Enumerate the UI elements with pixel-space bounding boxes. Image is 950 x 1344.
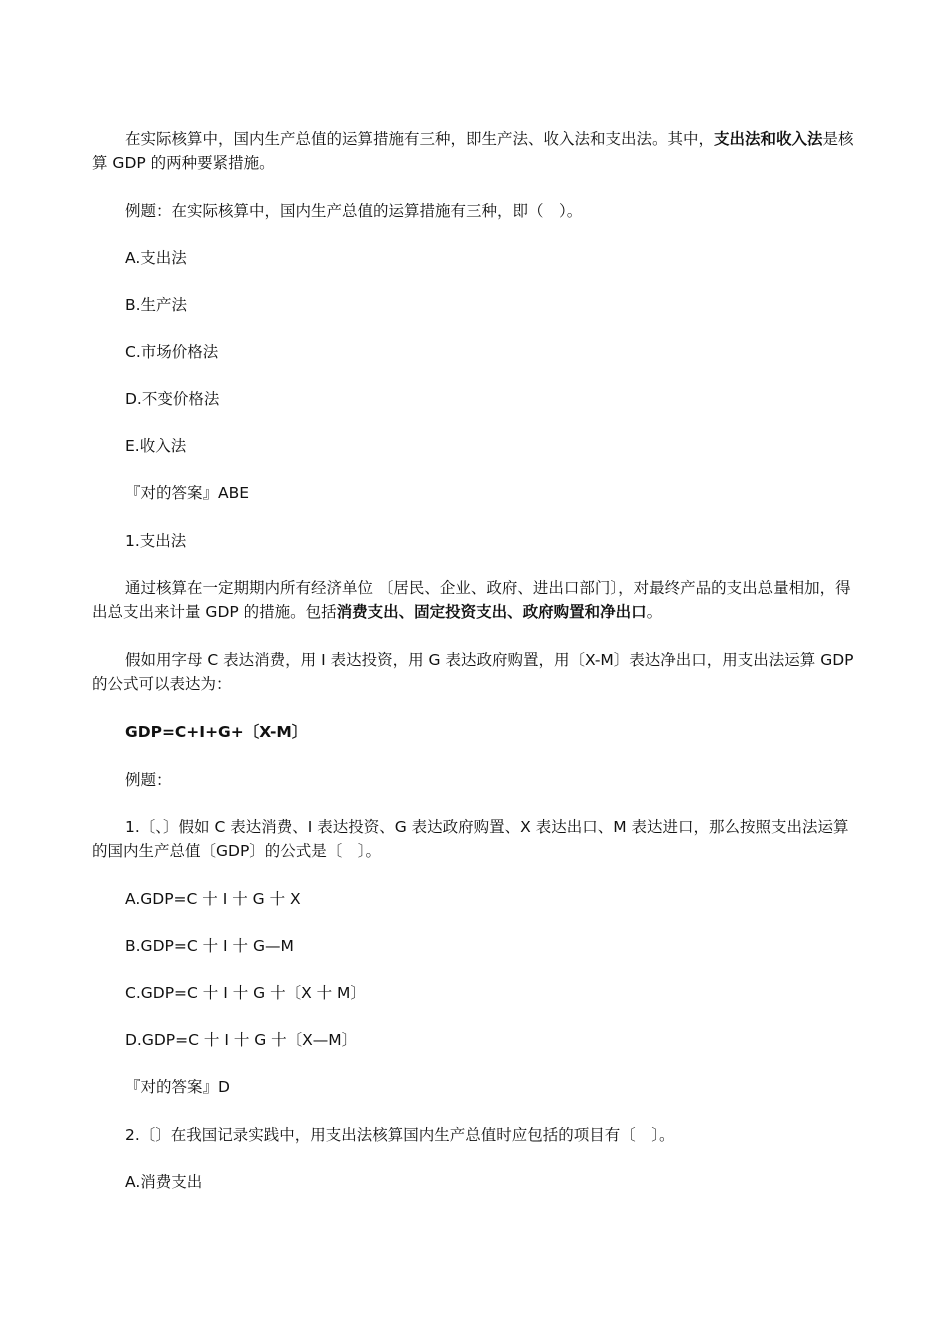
section1-paragraph2: 假如用字母 C 表达消费，用 I 表达投资，用 G 表达政府购置，用〔X-M〕表达净出口，用支出法运算 GDP 的公式可以表达为： <box>92 651 854 693</box>
example2-option-a: A.GDP=C 十 I 十 G 十 X <box>125 890 301 908</box>
example2-question: 1.〔、〕假如 C 表达消费、I 表达投资、G 表达政府购置、X 表达出口、M 表达进口，那么按照支出法运算的国内生产总值〔GDP〕的公式是〔 〕。 <box>92 818 849 860</box>
example3-question: 2.〔〕在我国记录实践中，用支出法核算国内生产总值时应包括的项目有〔 〕。 <box>125 1126 675 1144</box>
section1-paragraph1-text: 通过核算在一定期期内所有经济单位 〔居民、企业、政府、进出口部门〕，对最终产品的支出总量相加，得出总支出来计量 GDP 的措施。包括 <box>92 579 851 621</box>
example3-option-a: A.消费支出 <box>125 1173 203 1191</box>
example1-question: 例题：在实际核算中，国内生产总值的运算措施有三种，即（ ）。 <box>125 202 583 220</box>
example1-option-b: B.生产法 <box>125 296 188 314</box>
section1-paragraph1 <box>92 576 860 624</box>
section1-paragraph1-end: 。 <box>646 603 663 621</box>
example2-answer: 『对的答案』D <box>125 1078 230 1096</box>
intro-bold-text: 支出法和收入法 <box>714 130 823 148</box>
example2-option-b: B.GDP=C 十 I 十 G—M <box>125 937 294 955</box>
intro-paragraph <box>92 127 860 175</box>
example2-option-d: D.GDP=C 十 I 十 G 十〔X—M〕 <box>125 1031 358 1049</box>
section1-formula <box>125 720 860 744</box>
intro-text: 在实际核算中，国内生产总值的运算措施有三种，即生产法、收入法和支出法。其中， <box>125 130 715 148</box>
intro-text-end: 是核算 GDP 的两种要紧措施。 <box>92 130 854 172</box>
example1-option-a: A.支出法 <box>125 249 187 267</box>
section1-example-label: 例题： <box>125 771 172 789</box>
example1-option-e: E.收入法 <box>125 437 187 455</box>
formula-text: GDP=C+I+G+〔X-M〕 <box>125 723 308 741</box>
example1-answer: 『对的答案』ABE <box>125 484 250 502</box>
example2-option-c: C.GDP=C 十 I 十 G 十〔X 十 M〕 <box>125 984 366 1002</box>
section1-title: 1.支出法 <box>125 532 187 550</box>
example1-option-c: C.市场价格法 <box>125 343 219 361</box>
section1-paragraph1-bold: 消费支出、固定投资支出、政府购置和净出口 <box>336 603 647 621</box>
example1-option-d: D.不变价格法 <box>125 390 220 408</box>
